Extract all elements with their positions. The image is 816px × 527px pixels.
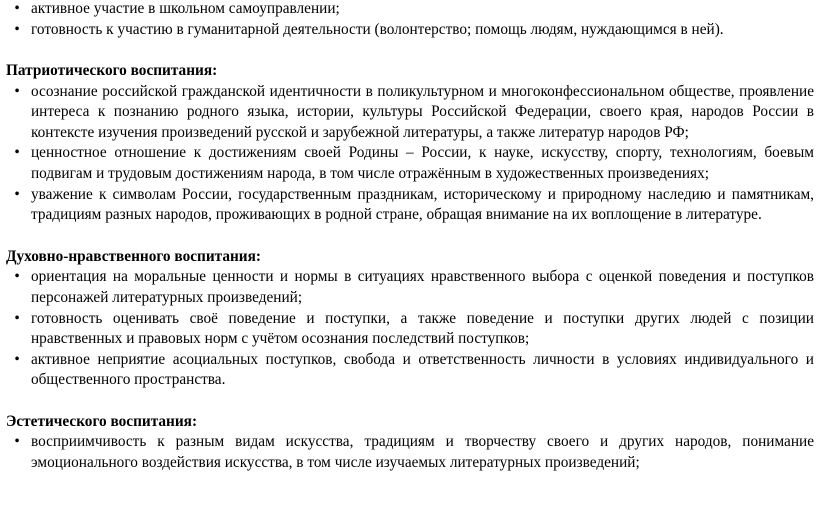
list-item-text: активное участие в школьном самоуправлении; [31, 0, 340, 17]
section-aesthetic [6, 412, 814, 474]
list-item-text: активное неприятие асоциальных поступков, свобода и ответственность личности в условиях индивидуального и общественного пространства. [31, 350, 814, 389]
section-list [6, 267, 814, 391]
spacer [6, 391, 814, 412]
bullet-icon: • [14, 144, 20, 162]
section-heading: Эстетического воспитания: [6, 412, 198, 430]
list-item-text: уважение к символам России, государственным праздникам, историческому и природному наследию и памятникам, традициям разных народов, проживающих в родной стране, обращая внимание на их воплощение в литературе. [31, 185, 814, 224]
section-spiritual-moral [6, 247, 814, 391]
section-heading: Духовно-нравственного воспитания: [6, 247, 261, 265]
list-item [6, 20, 814, 41]
intro-list [6, 0, 814, 40]
section-list [6, 432, 814, 473]
bullet-icon: • [14, 433, 20, 451]
spacer [6, 226, 814, 247]
list-item-text: осознание российской гражданской идентичности в поликультурном и многоконфессиональном обществе, проявление интереса к познанию родного языка, истории, культуры Российской Федерации, своего края, народов России в контексте изучения произведений русской и зарубежной литературы, а также литератур народов РФ; [31, 82, 814, 141]
bullet-icon: • [14, 20, 20, 38]
list-item [6, 82, 814, 144]
bullet-icon: • [14, 268, 20, 286]
list-item-text: восприимчивость к разным видам искусства, традициям и творчеству своего и других народов, понимание эмоционального воздействия искусства, в том числе изучаемых литературных произведений; [31, 433, 814, 471]
bullet-icon: • [14, 350, 20, 368]
list-item-text: готовность оценивать своё поведение и поступки, а также поведение и поступки других людей с позиции нравственных и правовых норм с учётом осознания последствий поступков; [31, 309, 814, 348]
section-patriotic [6, 61, 814, 226]
bullet-icon: • [14, 309, 20, 327]
list-item-text: ценностное отношение к достижениям своей Родины – России, к науке, искусству, спорту, технологиям, боевым подвигам и трудовым достижениям народа, в том числе отражённым в художественных произведениях; [31, 144, 814, 183]
bullet-icon: • [14, 0, 20, 17]
list-item [6, 143, 814, 184]
list-item [6, 185, 814, 226]
section-list [6, 82, 814, 226]
list-item [6, 309, 814, 350]
list-item [6, 432, 814, 473]
bullet-icon: • [14, 82, 20, 100]
list-item-text: ориентация на моральные ценности и нормы в ситуациях нравственного выбора с оценкой поведения и поступков персонажей литературных произведений; [31, 268, 814, 306]
bullet-icon: • [14, 185, 20, 203]
section-heading: Патриотического воспитания: [6, 62, 218, 80]
list-item [6, 267, 814, 308]
spacer [6, 40, 814, 61]
list-item [6, 0, 814, 20]
list-item-text: готовность к участию в гуманитарной деятельности (волонтерство; помощь людям, нуждающимся в ней). [31, 20, 724, 38]
list-item [6, 350, 814, 391]
